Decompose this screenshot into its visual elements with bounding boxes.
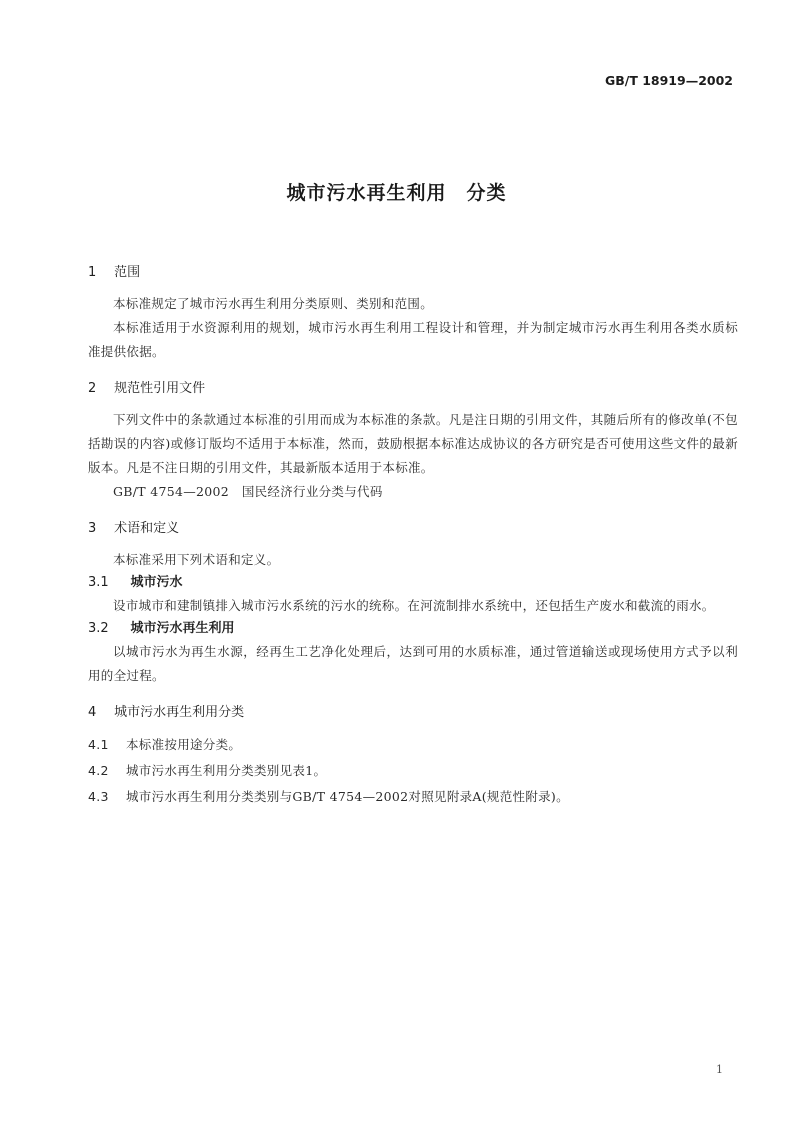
paragraph: 下列文件中的条款通过本标准的引用而成为本标准的条款。凡是注日期的引用文件，其随后所有的修改单(不包括勘误的内容)或修订版均不适用于本标准，然而，鼓励根据本标准达成协议的各方研究是否可使用这些文件的最新版本。凡是不注日期的引用文件，其最新版本适用于本标准。 bbox=[88, 412, 738, 475]
section-title: 范围 bbox=[114, 265, 141, 280]
section-normative-references bbox=[88, 378, 738, 504]
document-body bbox=[88, 262, 738, 810]
clause-text: 城市污水再生利用分类类别与GB/T 4754—2002对照见附录A(规范性附录)。 bbox=[126, 789, 569, 804]
section-title: 城市污水再生利用分类 bbox=[114, 705, 245, 720]
section-number: 4 bbox=[88, 705, 97, 720]
term-title: 城市污水 bbox=[130, 575, 183, 590]
paragraph: 本标准规定了城市污水再生利用分类原则、类别和范围。 bbox=[113, 296, 434, 311]
term-number: 3.2 bbox=[88, 621, 109, 636]
section-heading bbox=[88, 518, 738, 540]
section-number: 3 bbox=[88, 521, 97, 536]
clause-number: 4.3 bbox=[88, 789, 109, 804]
section-number: 2 bbox=[88, 381, 97, 396]
section-heading bbox=[88, 262, 738, 284]
term-title: 城市污水再生利用 bbox=[130, 621, 235, 636]
section-title: 规范性引用文件 bbox=[114, 381, 206, 396]
term-heading bbox=[88, 618, 738, 640]
document-title: 城市污水再生利用 分类 bbox=[286, 182, 507, 204]
section-terms-definitions bbox=[88, 518, 738, 688]
clause-item bbox=[88, 732, 738, 758]
reference-entry: GB/T 4754—2002 国民经济行业分类与代码 bbox=[113, 484, 383, 499]
page-number: 1 bbox=[716, 1063, 723, 1076]
section-number: 1 bbox=[88, 265, 97, 280]
paragraph: 本标准适用于水资源利用的规划，城市污水再生利用工程设计和管理，并为制定城市污水再生利用各类水质标准提供依据。 bbox=[88, 320, 738, 359]
standard-code: GB/T 18919—2002 bbox=[604, 73, 733, 88]
section-title: 术语和定义 bbox=[114, 521, 180, 536]
term-heading bbox=[88, 572, 738, 594]
section-heading bbox=[88, 378, 738, 400]
term-definition: 设市城市和建制镇排入城市污水系统的污水的统称。在河流制排水系统中，还包括生产废水和截流的雨水。 bbox=[113, 598, 715, 613]
clause-text: 本标准按用途分类。 bbox=[126, 737, 242, 752]
paragraph: 本标准采用下列术语和定义。 bbox=[113, 552, 280, 567]
term-definition: 以城市污水为再生水源，经再生工艺净化处理后，达到可用的水质标准，通过管道输送或现场使用方式予以利用的全过程。 bbox=[88, 644, 738, 683]
section-classification bbox=[88, 702, 738, 810]
clause-item bbox=[88, 784, 738, 810]
term-number: 3.1 bbox=[88, 575, 109, 590]
clause-number: 4.1 bbox=[88, 737, 109, 752]
clause-item bbox=[88, 758, 738, 784]
section-scope bbox=[88, 262, 738, 364]
section-heading bbox=[88, 702, 738, 724]
clause-number: 4.2 bbox=[88, 763, 109, 778]
clause-text: 城市污水再生利用分类类别见表1。 bbox=[126, 763, 327, 778]
